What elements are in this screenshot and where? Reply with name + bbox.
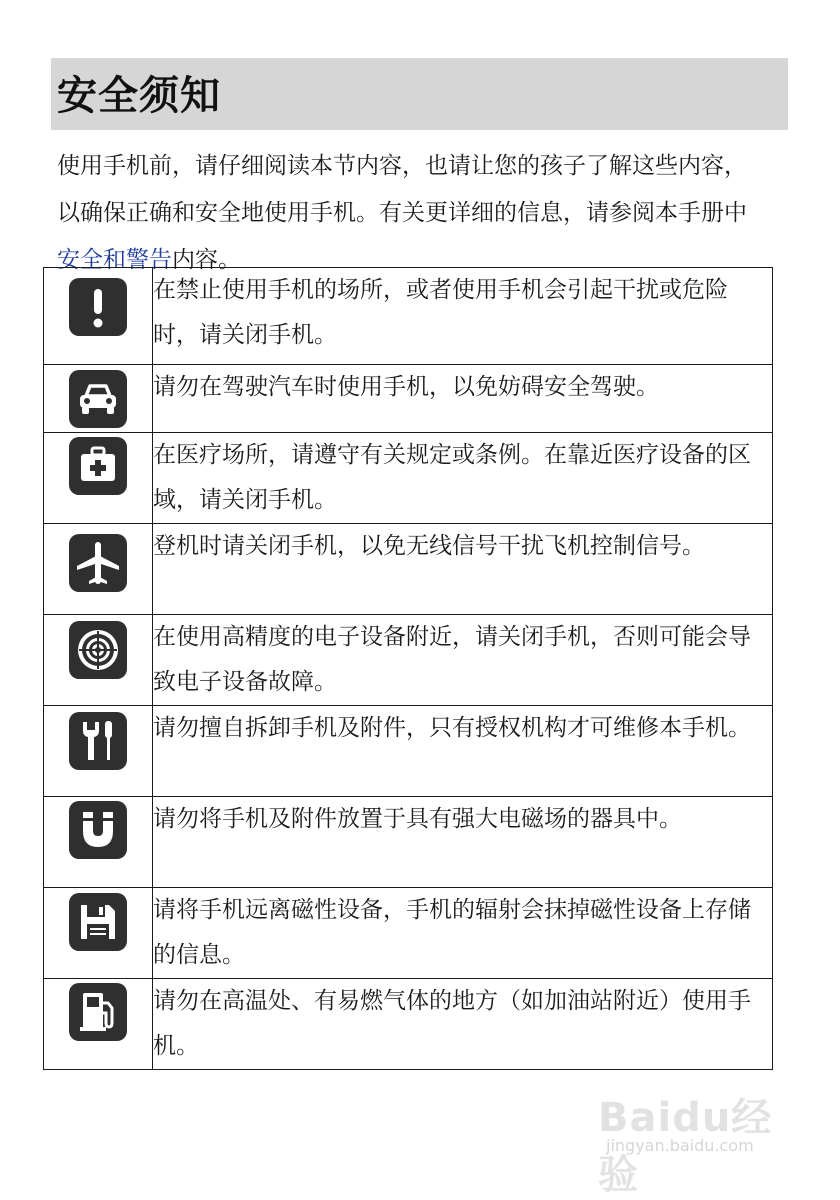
rule-text: 在医疗场所，请遵守有关规定或条例。在靠近医疗设备的区域，请关闭手机。 [153,433,773,524]
precision-target-icon [69,621,127,679]
heading-bar [51,58,788,130]
rule-row [44,979,773,1070]
rule-icon-cell [44,268,153,365]
baidu-watermark [592,1068,792,1198]
rule-row [44,615,773,706]
medical-kit-icon [69,437,127,495]
rule-icon-cell [44,433,153,524]
rule-icon-cell [44,615,153,706]
car-icon [69,370,127,428]
exclamation-icon [69,278,127,336]
intro-text-before: 使用手机前，请仔细阅读本节内容，也请让您的孩子了解这些内容，以确保正确和安全地使用手机。有关更详细的信息，请参阅本手册中 [57,153,747,226]
rule-icon-cell [44,888,153,979]
rule-text: 请将手机远离磁性设备，手机的辐射会抹掉磁性设备上存储的信息。 [153,888,773,979]
magnet-icon [69,801,127,859]
rule-row [44,268,773,365]
floppy-disk-icon [69,893,127,951]
rule-icon-cell [44,706,153,797]
rule-text: 在禁止使用手机的场所，或者使用手机会引起干扰或危险时，请关闭手机。 [153,268,773,365]
rule-icon-cell [44,797,153,888]
rule-text: 请勿在驾驶汽车时使用手机，以免妨碍安全驾驶。 [153,365,773,433]
safety-rules-table [43,267,773,1070]
watermark-logo: Baidu经验 [598,1095,773,1198]
tools-icon [69,712,127,770]
rule-text: 请勿将手机及附件放置于具有强大电磁场的器具中。 [153,797,773,888]
airplane-icon [69,534,127,592]
safety-warning-link[interactable]: 安全和警告 [57,247,172,273]
rule-icon-cell [44,979,153,1070]
rule-row [44,524,773,615]
fuel-pump-icon [69,983,127,1041]
rule-text: 请勿擅自拆卸手机及附件，只有授权机构才可维修本手机。 [153,706,773,797]
rule-row [44,365,773,433]
rule-icon-cell [44,365,153,433]
rule-row [44,706,773,797]
intro-text-after: 内容。 [172,247,241,273]
rule-text: 请勿在高温处、有易燃气体的地方（如加油站附近）使用手机。 [153,979,773,1070]
rule-row [44,797,773,888]
rule-icon-cell [44,524,153,615]
intro-paragraph [57,143,769,284]
rule-text: 登机时请关闭手机，以免无线信号干扰飞机控制信号。 [153,524,773,615]
page-title: 安全须知 [57,73,221,119]
watermark-url: jingyan.baidu.com [606,1136,754,1155]
rule-row [44,888,773,979]
rule-text: 在使用高精度的电子设备附近，请关闭手机，否则可能会导致电子设备故障。 [153,615,773,706]
rule-row [44,433,773,524]
